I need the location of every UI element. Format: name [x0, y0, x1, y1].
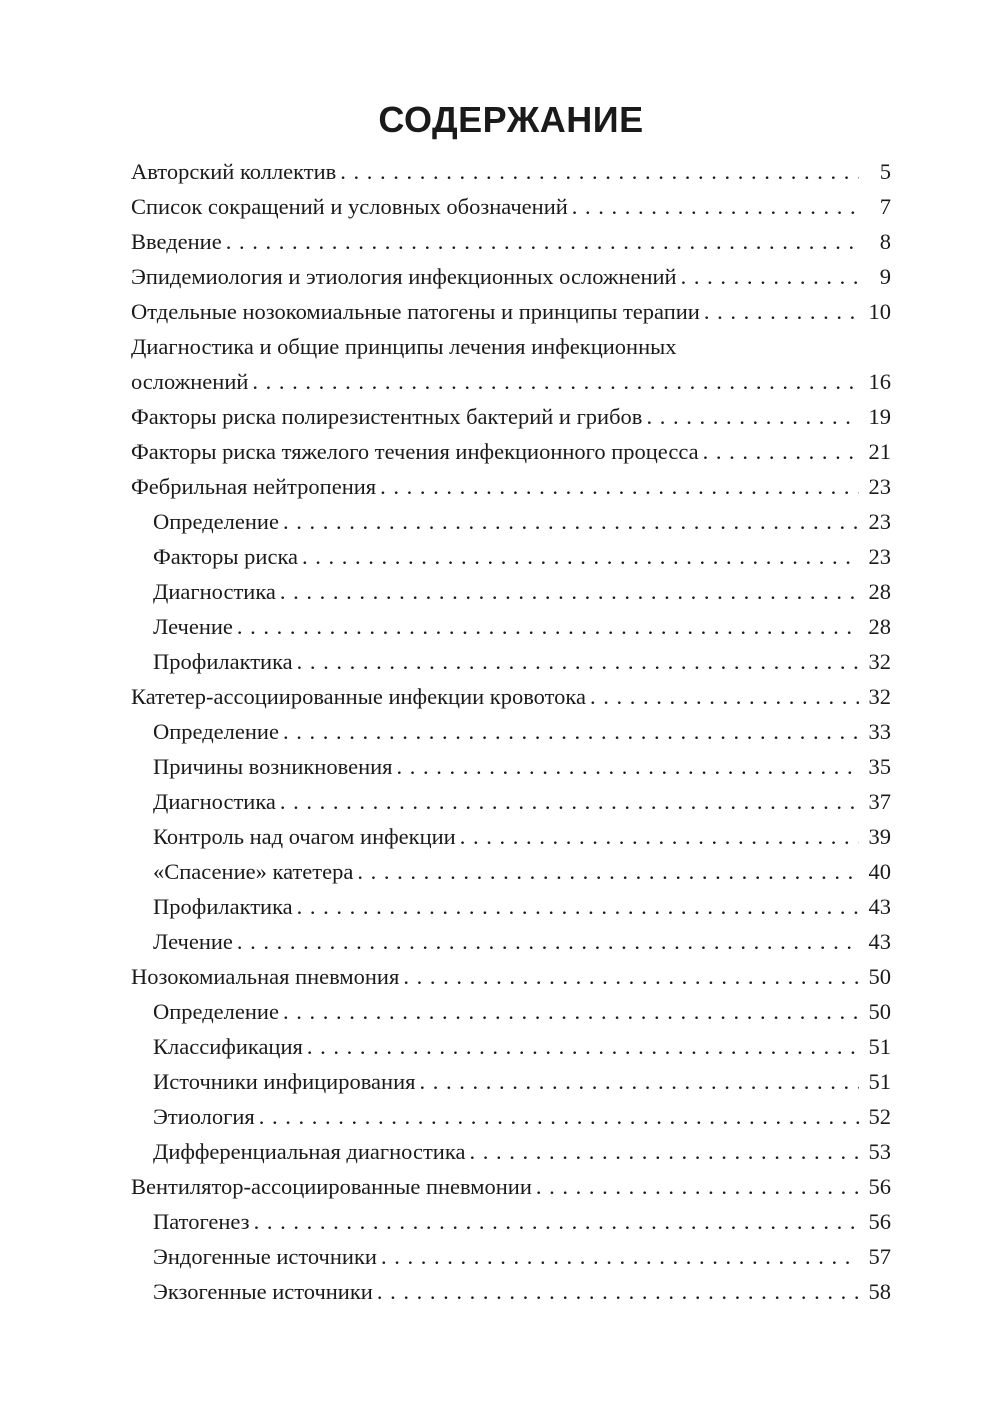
toc-subentry[interactable]	[131, 714, 891, 749]
toc-entry[interactable]	[131, 469, 891, 504]
dot-leader	[536, 1169, 859, 1204]
dot-leader	[237, 924, 859, 959]
toc-entry-label: Эпидемиология и этиология инфекционных осложнений	[131, 264, 677, 289]
dot-leader	[283, 714, 859, 749]
toc-entry-label: Классификация	[153, 1034, 303, 1059]
toc-entry-label: Факторы риска	[153, 544, 299, 569]
toc-entry-line	[131, 364, 891, 399]
dot-leader	[357, 854, 859, 889]
toc-subentry[interactable]	[131, 609, 891, 644]
toc-subentry[interactable]	[131, 784, 891, 819]
toc-title: СОДЕРЖАНИЕ	[378, 99, 644, 140]
dot-leader	[226, 224, 859, 259]
dot-leader	[397, 749, 859, 784]
toc-page-number: 37	[868, 789, 891, 814]
toc-entry[interactable]	[131, 434, 891, 469]
dot-leader	[307, 1029, 859, 1064]
toc-page-number: 51	[868, 1034, 891, 1059]
toc-entry[interactable]	[131, 399, 891, 434]
toc-entry-label: Лечение	[153, 929, 233, 954]
toc-entry-label: Определение	[153, 509, 279, 534]
toc-entry[interactable]	[131, 224, 891, 259]
dot-leader	[283, 504, 859, 539]
toc-entry-label: Введение	[131, 229, 222, 254]
toc-page	[131, 96, 891, 1309]
toc-subentry[interactable]	[131, 924, 891, 959]
toc-entry-label: Профилактика	[153, 894, 293, 919]
toc-entry-label: Отдельные нозокомиальные патогены и принципы терапии	[131, 299, 700, 324]
toc-page-number: 53	[868, 1139, 891, 1164]
toc-entry[interactable]	[131, 154, 891, 189]
toc-subentry[interactable]	[131, 819, 891, 854]
toc-subentry[interactable]	[131, 1134, 891, 1169]
toc-entry-label: Факторы риска тяжелого течения инфекционного процесса	[131, 439, 699, 464]
toc-entry-label-continuation: осложнений	[131, 369, 249, 394]
toc-subentry[interactable]	[131, 749, 891, 784]
toc-page-number: 10	[868, 299, 891, 324]
toc-entry-label: Экзогенные источники	[153, 1279, 373, 1304]
toc-subentry[interactable]	[131, 1064, 891, 1099]
toc-page-number: 9	[879, 264, 891, 289]
dot-leader	[681, 259, 859, 294]
dot-leader	[297, 644, 859, 679]
toc-page-number: 58	[868, 1279, 891, 1304]
dot-leader	[283, 994, 859, 1029]
toc-page-number: 40	[868, 859, 891, 884]
toc-entry-label: Лечение	[153, 614, 233, 639]
toc-page-number: 28	[868, 614, 891, 639]
dot-leader	[297, 889, 859, 924]
toc-page-number: 56	[868, 1174, 891, 1199]
toc-subentry[interactable]	[131, 994, 891, 1029]
toc-entry-label: Причины возникновения	[153, 754, 393, 779]
toc-page-number: 57	[868, 1244, 891, 1269]
toc-entry-label: Нозокомиальная пневмония	[131, 964, 400, 989]
toc-entry[interactable]	[131, 679, 891, 714]
toc-subentry[interactable]	[131, 574, 891, 609]
dot-leader	[460, 819, 859, 854]
dot-leader	[403, 959, 859, 994]
toc-page-number: 28	[868, 579, 891, 604]
dot-leader	[381, 1239, 859, 1274]
dot-leader	[259, 1099, 859, 1134]
dot-leader	[377, 1274, 859, 1309]
toc-page-number: 7	[879, 194, 891, 219]
toc-subentry[interactable]	[131, 1099, 891, 1134]
toc-page-number: 8	[879, 229, 891, 254]
dot-leader	[590, 679, 859, 714]
toc-entry-label: Диагностика и общие принципы лечения инфекционных	[131, 334, 677, 359]
toc-page-number: 35	[868, 754, 891, 779]
toc-page-number: 32	[868, 684, 891, 709]
toc-entry-label: Контроль над очагом инфекции	[153, 824, 456, 849]
toc-page-number: 50	[868, 964, 891, 989]
toc-entry-label: Диагностика	[153, 579, 276, 604]
toc-list	[131, 154, 891, 1309]
toc-entry-label: Эндогенные источники	[153, 1244, 377, 1269]
dot-leader	[280, 784, 859, 819]
toc-entry-label: Катетер-ассоциированные инфекции кровотока	[131, 684, 586, 709]
toc-page-number: 21	[868, 439, 891, 464]
toc-entry-label: Определение	[153, 719, 279, 744]
dot-leader	[254, 1204, 859, 1239]
toc-page-number: 50	[868, 999, 891, 1024]
dot-leader	[237, 609, 859, 644]
toc-subentry[interactable]	[131, 504, 891, 539]
toc-entry[interactable]	[131, 329, 891, 399]
toc-entry-label: Факторы риска полирезистентных бактерий и грибов	[131, 404, 643, 429]
dot-leader	[280, 574, 859, 609]
dot-leader	[302, 539, 859, 574]
toc-page-number: 51	[868, 1069, 891, 1094]
toc-entry-label: «Спасение» катетера	[153, 859, 354, 884]
toc-entry-label: Вентилятор-ассоциированные пневмонии	[131, 1174, 532, 1199]
toc-subentry[interactable]	[131, 889, 891, 924]
toc-entry[interactable]	[131, 959, 891, 994]
toc-page-number: 33	[868, 719, 891, 744]
toc-entry-label: Патогенез	[153, 1209, 250, 1234]
toc-page-number: 23	[868, 474, 891, 499]
toc-entry-label: Фебрильная нейтропения	[131, 474, 377, 499]
toc-page-number: 5	[879, 159, 891, 184]
toc-page-number: 23	[868, 544, 891, 569]
toc-entry-label: Диагностика	[153, 789, 276, 814]
dot-leader	[380, 469, 859, 504]
toc-page-number: 56	[868, 1209, 891, 1234]
toc-page-number: 19	[868, 404, 891, 429]
toc-entry-label: Источники инфицирования	[153, 1069, 416, 1094]
toc-page-number: 52	[868, 1104, 891, 1129]
toc-entry-label: Авторский коллектив	[131, 159, 337, 184]
toc-subentry[interactable]	[131, 1204, 891, 1239]
toc-subentry[interactable]	[131, 1029, 891, 1064]
toc-entry[interactable]	[131, 1169, 891, 1204]
toc-entry-label: Этиология	[153, 1104, 255, 1129]
dot-leader	[646, 399, 859, 434]
dot-leader	[572, 189, 859, 224]
toc-entry-label: Определение	[153, 999, 279, 1024]
toc-page-number: 43	[868, 894, 891, 919]
dot-leader	[703, 434, 859, 469]
dot-leader	[469, 1134, 859, 1169]
toc-page-number: 39	[868, 824, 891, 849]
toc-subentry[interactable]	[131, 644, 891, 679]
toc-entry-label: Дифференциальная диагностика	[153, 1139, 466, 1164]
toc-page-number: 43	[868, 929, 891, 954]
toc-subentry[interactable]	[131, 854, 891, 889]
toc-entry-label: Список сокращений и условных обозначений	[131, 194, 568, 219]
toc-entry-label: Профилактика	[153, 649, 293, 674]
toc-entry[interactable]	[131, 259, 891, 294]
toc-page-number: 32	[868, 649, 891, 674]
dot-leader	[704, 294, 859, 329]
toc-page-number: 23	[868, 509, 891, 534]
dot-leader	[340, 154, 859, 189]
dot-leader	[252, 364, 859, 399]
toc-entry[interactable]	[131, 294, 891, 329]
dot-leader	[419, 1064, 859, 1099]
toc-page-number: 16	[868, 369, 891, 394]
toc-subentry[interactable]	[131, 1239, 891, 1274]
toc-entry[interactable]	[131, 189, 891, 224]
toc-subentry[interactable]	[131, 539, 891, 574]
toc-subentry[interactable]	[131, 1274, 891, 1309]
